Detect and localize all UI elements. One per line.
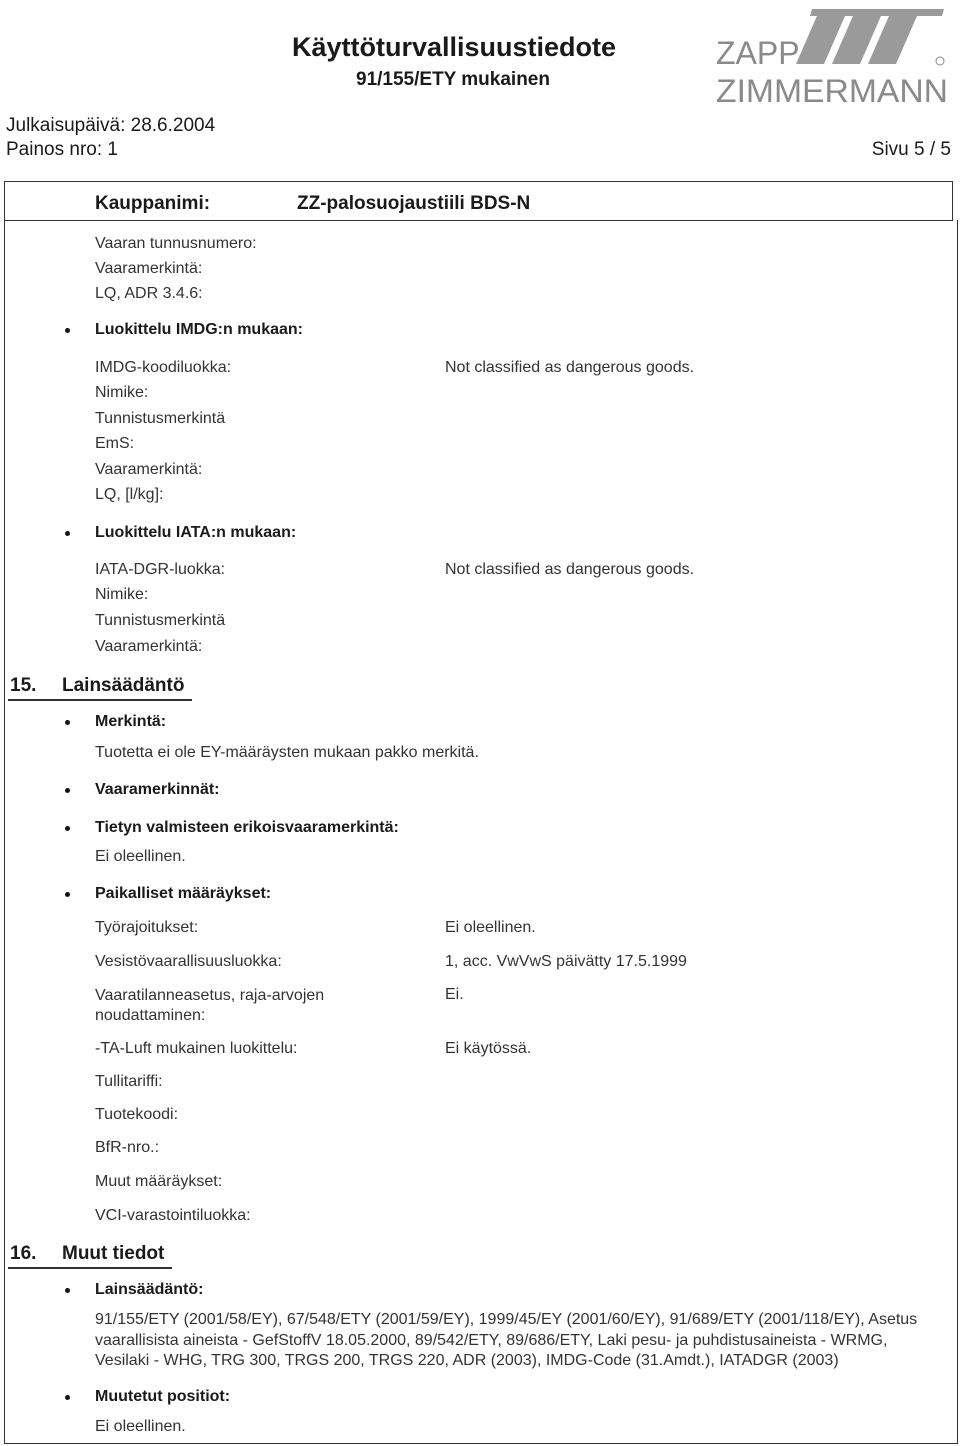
bullet-icon — [65, 328, 70, 333]
iata-heading: Luokittelu IATA:n mukaan: — [95, 524, 297, 541]
hazard-marking-label: Vaaramerkintä: — [95, 260, 203, 277]
bullet-icon — [65, 826, 70, 831]
section-16-title: Muut tiedot — [62, 1243, 165, 1264]
publication-date: Julkaisupäivä: 28.6.2004 — [6, 115, 216, 136]
changed-positions-heading: Muutetut positiot: — [95, 1388, 231, 1405]
product-code-label: Tuotekoodi: — [95, 1106, 179, 1123]
bfr-number-label: BfR-nro.: — [95, 1139, 160, 1156]
company-logo — [712, 6, 952, 106]
imdg-hazard-label: Vaaramerkintä: — [95, 461, 203, 478]
major-accident-label: Vaaratilanneasetus, raja-arvojen noudattaminen: — [95, 987, 325, 1024]
marking-heading: Merkintä: — [95, 713, 167, 730]
water-hazard-value: 1, acc. VwVwS päivätty 17.5.1999 — [445, 953, 687, 970]
bullet-icon — [65, 1288, 70, 1293]
document-subtitle: 91/155/ETY mukainen — [356, 69, 550, 90]
imdg-identification-label: Tunnistusmerkintä — [95, 410, 226, 427]
document-title: Käyttöturvallisuustiedote — [292, 32, 617, 62]
iata-name-label: Nimike: — [95, 586, 149, 603]
special-marking-heading: Tietyn valmisteen erikoisvaaramerkintä: — [95, 819, 399, 836]
imdg-classification-value: Not classified as dangerous goods. — [445, 359, 695, 376]
bullet-icon — [65, 892, 70, 897]
ta-luft-value: Ei käytössä. — [445, 1040, 532, 1057]
logo-line1: ZAPP — [716, 35, 800, 71]
other-regulations-label: Muut määräykset: — [95, 1173, 223, 1190]
lq-adr-label: LQ, ADR 3.4.6: — [95, 285, 203, 302]
customs-tariff-label: Tullitariffi: — [95, 1073, 163, 1090]
ta-luft-label: -TA-Luft mukainen luokittelu: — [95, 1040, 298, 1057]
edition-number: Painos nro: 1 — [6, 139, 118, 160]
hazard-labels-heading: Vaaramerkinnät: — [95, 781, 220, 798]
section-16-underline — [8, 1267, 172, 1269]
vci-storage-class-label: VCI-varastointiluokka: — [95, 1207, 251, 1224]
imdg-heading: Luokittelu IMDG:n mukaan: — [95, 321, 303, 338]
bullet-icon — [65, 720, 70, 725]
section-15-underline — [8, 699, 192, 701]
changed-positions-value: Ei oleellinen. — [95, 1418, 186, 1435]
page-number: Sivu 5 / 5 — [871, 139, 951, 160]
imdg-name-label: Nimike: — [95, 384, 149, 401]
bullet-icon — [65, 788, 70, 793]
work-restrictions-label: Työrajoitukset: — [95, 919, 199, 936]
major-accident-value: Ei. — [445, 986, 464, 1003]
logo-line2: ZIMMERMANN — [716, 73, 948, 106]
local-regulations-heading: Paikalliset määräykset: — [95, 885, 272, 902]
imdg-lq-label: LQ, [l/kg]: — [95, 486, 164, 503]
iata-class-label: IATA-DGR-luokka: — [95, 561, 226, 578]
section-15-title: Lainsäädäntö — [62, 675, 185, 696]
imdg-ems-label: EmS: — [95, 435, 135, 452]
bullet-icon — [65, 531, 70, 536]
special-marking-value: Ei oleellinen. — [95, 848, 186, 865]
iata-hazard-label: Vaaramerkintä: — [95, 638, 203, 655]
marking-text: Tuotetta ei ole EY-määräysten mukaan pakko merkitä. — [95, 744, 479, 761]
imdg-class-label: IMDG-koodiluokka: — [95, 359, 232, 376]
section-15-number: 15. — [10, 675, 37, 696]
bullet-icon — [65, 1395, 70, 1400]
hazard-id-label: Vaaran tunnusnumero: — [95, 235, 257, 252]
legislation-heading: Lainsäädäntö: — [95, 1281, 204, 1298]
water-hazard-label: Vesistövaarallisuusluokka: — [95, 953, 282, 970]
section-16-number: 16. — [10, 1243, 37, 1264]
iata-classification-value: Not classified as dangerous goods. — [445, 561, 695, 578]
legislation-text: 91/155/ETY (2001/58/EY), 67/548/ETY (2001/59/EY), 1999/45/EY (2001/60/EY), 91/689/ETY (2001/118/EY), Asetus vaarallisista aineista - GefStoffV 18.05.2000, 89/542/ETY, 89/686/ETY, Laki pesu- ja puhdistusaineista - WRMG, Vesilaki - WHG, TRG 300, TRGS 200, TRGS 220, ADR (2003), IMDG-Code (31.Amdt.), IATADGR (2003) — [95, 1311, 918, 1369]
trade-name-label: Kauppanimi: — [95, 193, 211, 214]
trade-name-value: ZZ-palosuojaustiili BDS-N — [297, 193, 531, 214]
work-restrictions-value: Ei oleellinen. — [445, 919, 536, 936]
iata-identification-label: Tunnistusmerkintä — [95, 612, 226, 629]
